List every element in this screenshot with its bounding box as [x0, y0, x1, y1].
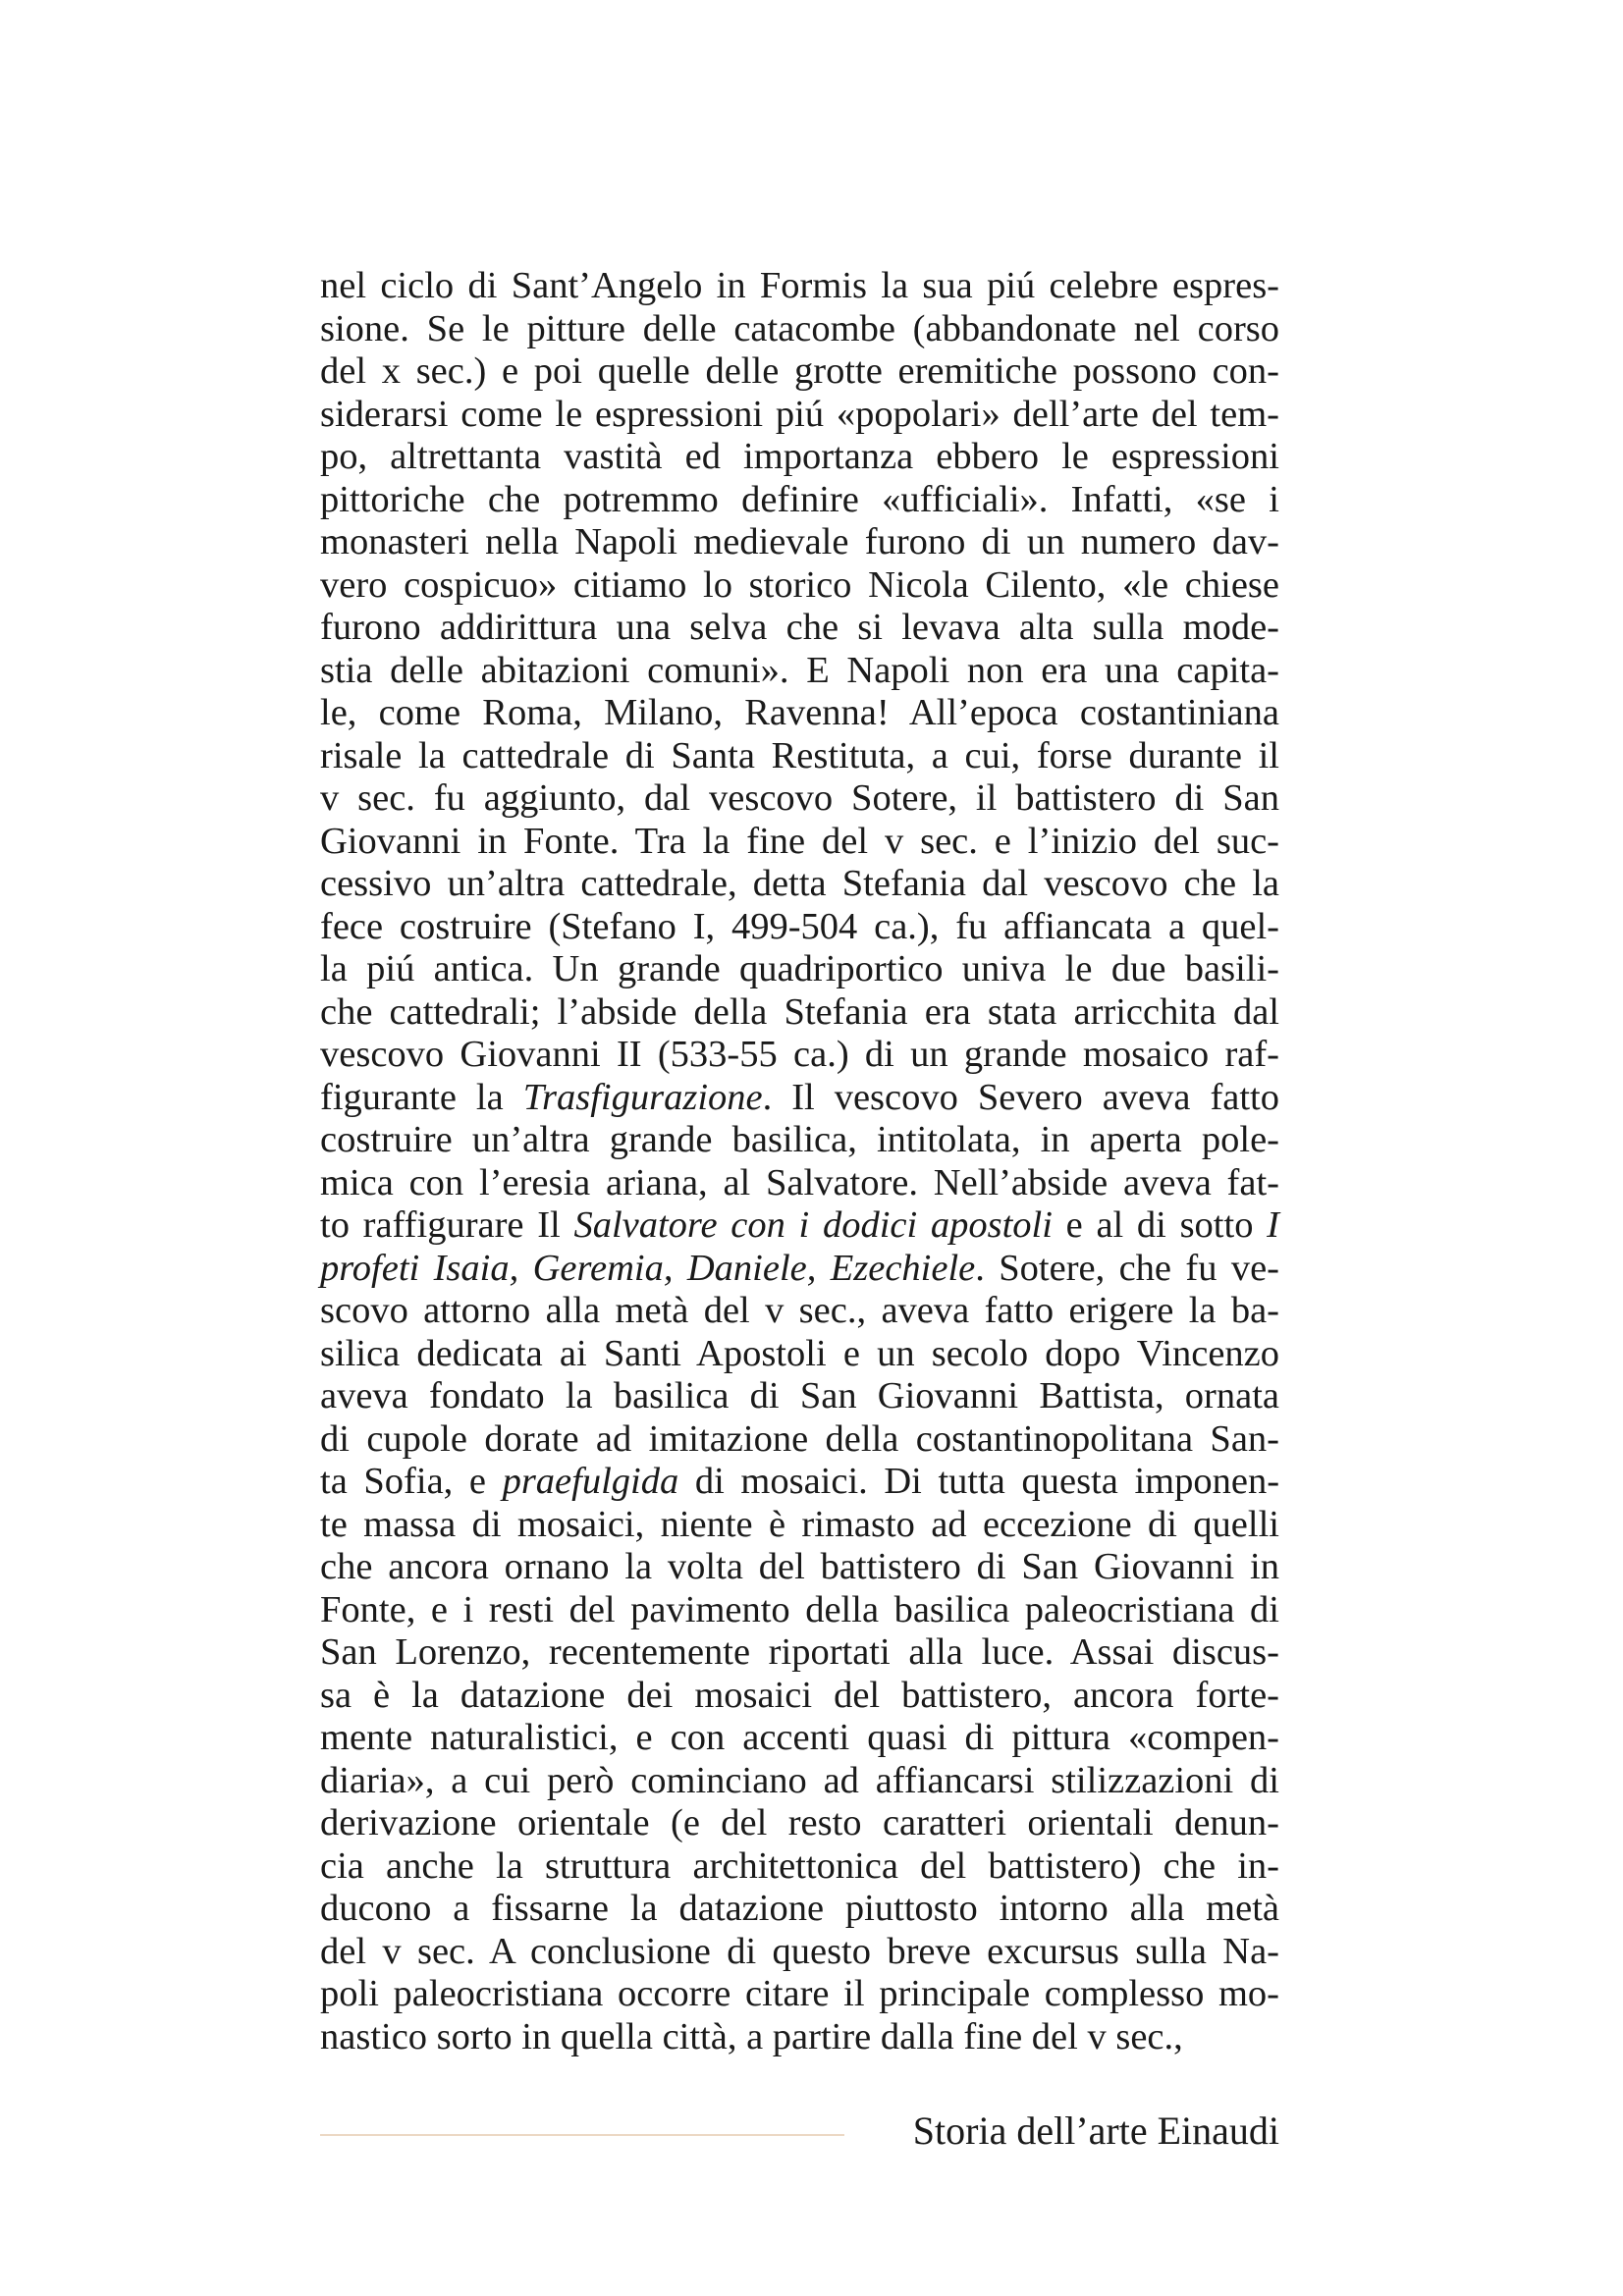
text-line: [320, 2016, 1279, 2059]
body-text: [320, 265, 1279, 2058]
text-segment: . Sotere, che fu ve-: [975, 1247, 1279, 1289]
text-segment: v sec. fu aggiunto, dal vescovo Sotere, il battistero di San: [320, 777, 1279, 819]
text-segment: e al di sotto: [1052, 1204, 1268, 1246]
text-segment: diaria», a cui però cominciano ad affiancarsi stilizzazioni di: [320, 1759, 1279, 1801]
text-segment: risale la cattedrale di Santa Restituta, a cui, forse durante il: [320, 734, 1279, 776]
text-segment: po, altrettanta vastità ed importanza ebbero le espressioni: [320, 436, 1279, 477]
text-line: [320, 991, 1279, 1035]
text-line: [320, 1204, 1279, 1248]
text-line: [320, 1290, 1279, 1333]
text-segment: Fonte, e i resti del pavimento della basilica paleocristiana di: [320, 1588, 1279, 1630]
text-segment: che ancora ornano la volta del battistero di San Giovanni in: [320, 1546, 1279, 1587]
text-line: [320, 564, 1279, 608]
text-segment: che cattedrali; l’abside della Stefania era stata arricchita dal: [320, 990, 1279, 1033]
text-segment: la piú antica. Un grande quadriportico univa le due basili-: [320, 948, 1279, 989]
text-line: [320, 394, 1279, 437]
text-segment: mica con l’eresia ariana, al Salvatore. Nell’abside aveva fat-: [320, 1161, 1279, 1203]
text-line: [320, 906, 1279, 949]
text-line: [320, 735, 1279, 778]
text-segment: cessivo un’altra cattedrale, detta Stefania dal vescovo che la: [320, 863, 1279, 904]
text-line: [320, 1504, 1279, 1547]
text-segment: nastico sorto in quella città, a partire dalla fine del v sec.,: [320, 2015, 1183, 2057]
text-segment: monasteri nella Napoli medievale furono di un numero dav-: [320, 521, 1279, 562]
italic-segment: praefulgida: [502, 1461, 679, 1502]
text-line: [320, 1888, 1279, 1931]
text-segment: furono addirittura una selva che si levava alta sulla mode-: [320, 607, 1279, 648]
text-segment: vero cospicuo» citiamo lo storico Nicola Cilento, «le chiese: [320, 563, 1279, 606]
text-line: [320, 1375, 1279, 1418]
text-segment: di cupole dorate ad imitazione della costantinopolitana San-: [320, 1417, 1279, 1460]
text-line: [320, 1418, 1279, 1462]
text-segment: cia anche la struttura architettonica del battistero) che in-: [320, 1844, 1279, 1887]
text-segment: . Il vescovo Severo aveva fatto: [762, 1076, 1280, 1118]
text-segment: Giovanni in Fonte. Tra la fine del v sec. e l’inizio del suc-: [320, 820, 1279, 862]
text-line: [320, 436, 1279, 479]
text-segment: stia delle abitazioni comuni». E Napoli non era una capita-: [320, 649, 1279, 691]
text-line: [320, 948, 1279, 991]
text-segment: ducono a fissarne la datazione piuttosto intorno alla metà: [320, 1888, 1279, 1929]
text-line: [320, 1546, 1279, 1589]
text-line: [320, 821, 1279, 864]
text-line: [320, 1845, 1279, 1889]
text-segment: to raffigurare Il: [320, 1204, 574, 1246]
italic-segment: Trasfigurazione: [522, 1076, 763, 1118]
text-segment: sione. Se le pitture delle catacombe (abbandonate nel corso: [320, 307, 1279, 349]
italic-segment: I: [1267, 1204, 1279, 1246]
text-segment: costruire un’altra grande basilica, intitolata, in aperta pole-: [320, 1119, 1279, 1160]
text-segment: silica dedicata ai Santi Apostoli e un secolo dopo Vincenzo: [320, 1332, 1279, 1374]
text-line: [320, 1802, 1279, 1845]
text-segment: scovo attorno alla metà del v sec., aveva fatto erigere la ba-: [320, 1290, 1279, 1331]
text-segment: San Lorenzo, recentemente riportati alla luce. Assai discus-: [320, 1631, 1279, 1673]
text-segment: vescovo Giovanni II (533-55 ca.) di un grande mosaico raf-: [320, 1034, 1279, 1075]
text-segment: fece costruire (Stefano I, 499-504 ca.), fu affiancata a quel-: [320, 905, 1279, 947]
text-line: [320, 1077, 1279, 1120]
text-line: [320, 479, 1279, 522]
text-line: [320, 1461, 1279, 1504]
text-line: [320, 777, 1279, 821]
text-line: [320, 521, 1279, 564]
text-segment: pittoriche che potremmo definire «ufficiali». Infatti, «se i: [320, 478, 1279, 520]
text-segment: di mosaici. Di tutta questa imponen-: [678, 1461, 1280, 1502]
text-line: [320, 1119, 1279, 1162]
text-segment: derivazione orientale (e del resto caratteri orientali denun-: [320, 1802, 1279, 1843]
text-segment: del x sec.) e poi quelle delle grotte eremitiche possono con-: [320, 350, 1279, 392]
text-line: [320, 308, 1279, 351]
italic-segment: Salvatore con i dodici apostoli: [573, 1204, 1053, 1246]
text-line: [320, 350, 1279, 394]
text-segment: sa è la datazione dei mosaici del battistero, ancora forte-: [320, 1674, 1279, 1716]
text-segment: figurante la: [320, 1076, 523, 1118]
footer-title: Storia dell’arte Einaudi: [912, 2109, 1279, 2153]
text-line: [320, 650, 1279, 693]
text-line: [320, 1760, 1279, 1803]
text-line: [320, 863, 1279, 906]
text-segment: aveva fondato la basilica di San Giovanni Battista, ornata: [320, 1375, 1279, 1416]
text-line: [320, 1675, 1279, 1718]
text-line: [320, 265, 1279, 308]
text-segment: poli paleocristiana occorre citare il principale complesso mo-: [320, 1973, 1279, 2014]
text-segment: ta Sofia, e: [320, 1461, 503, 1502]
text-line: [320, 1973, 1279, 2016]
italic-segment: profeti Isaia, Geremia, Daniele, Ezechiele: [320, 1247, 976, 1289]
text-line: [320, 1631, 1279, 1675]
text-line: [320, 692, 1279, 735]
text-segment: le, come Roma, Milano, Ravenna! All’epoca costantiniana: [320, 692, 1279, 733]
text-line: [320, 1162, 1279, 1205]
text-line: [320, 1034, 1279, 1077]
text-line: [320, 1248, 1279, 1291]
text-segment: del v sec. A conclusione di questo breve excursus sulla Na-: [320, 1930, 1279, 1972]
text-line: [320, 1589, 1279, 1632]
footer-rule: [320, 2134, 844, 2136]
text-line: [320, 1333, 1279, 1376]
text-line: [320, 1717, 1279, 1760]
text-segment: siderarsi come le espressioni piú «popolari» dell’arte del tem-: [320, 393, 1279, 435]
text-line: [320, 1931, 1279, 1974]
text-line: [320, 607, 1279, 650]
text-segment: mente naturalistici, e con accenti quasi di pittura «compen-: [320, 1717, 1279, 1758]
text-segment: nel ciclo di Sant’Angelo in Formis la sua piú celebre espres-: [320, 265, 1279, 306]
text-segment: te massa di mosaici, niente è rimasto ad eccezione di quelli: [320, 1503, 1279, 1545]
